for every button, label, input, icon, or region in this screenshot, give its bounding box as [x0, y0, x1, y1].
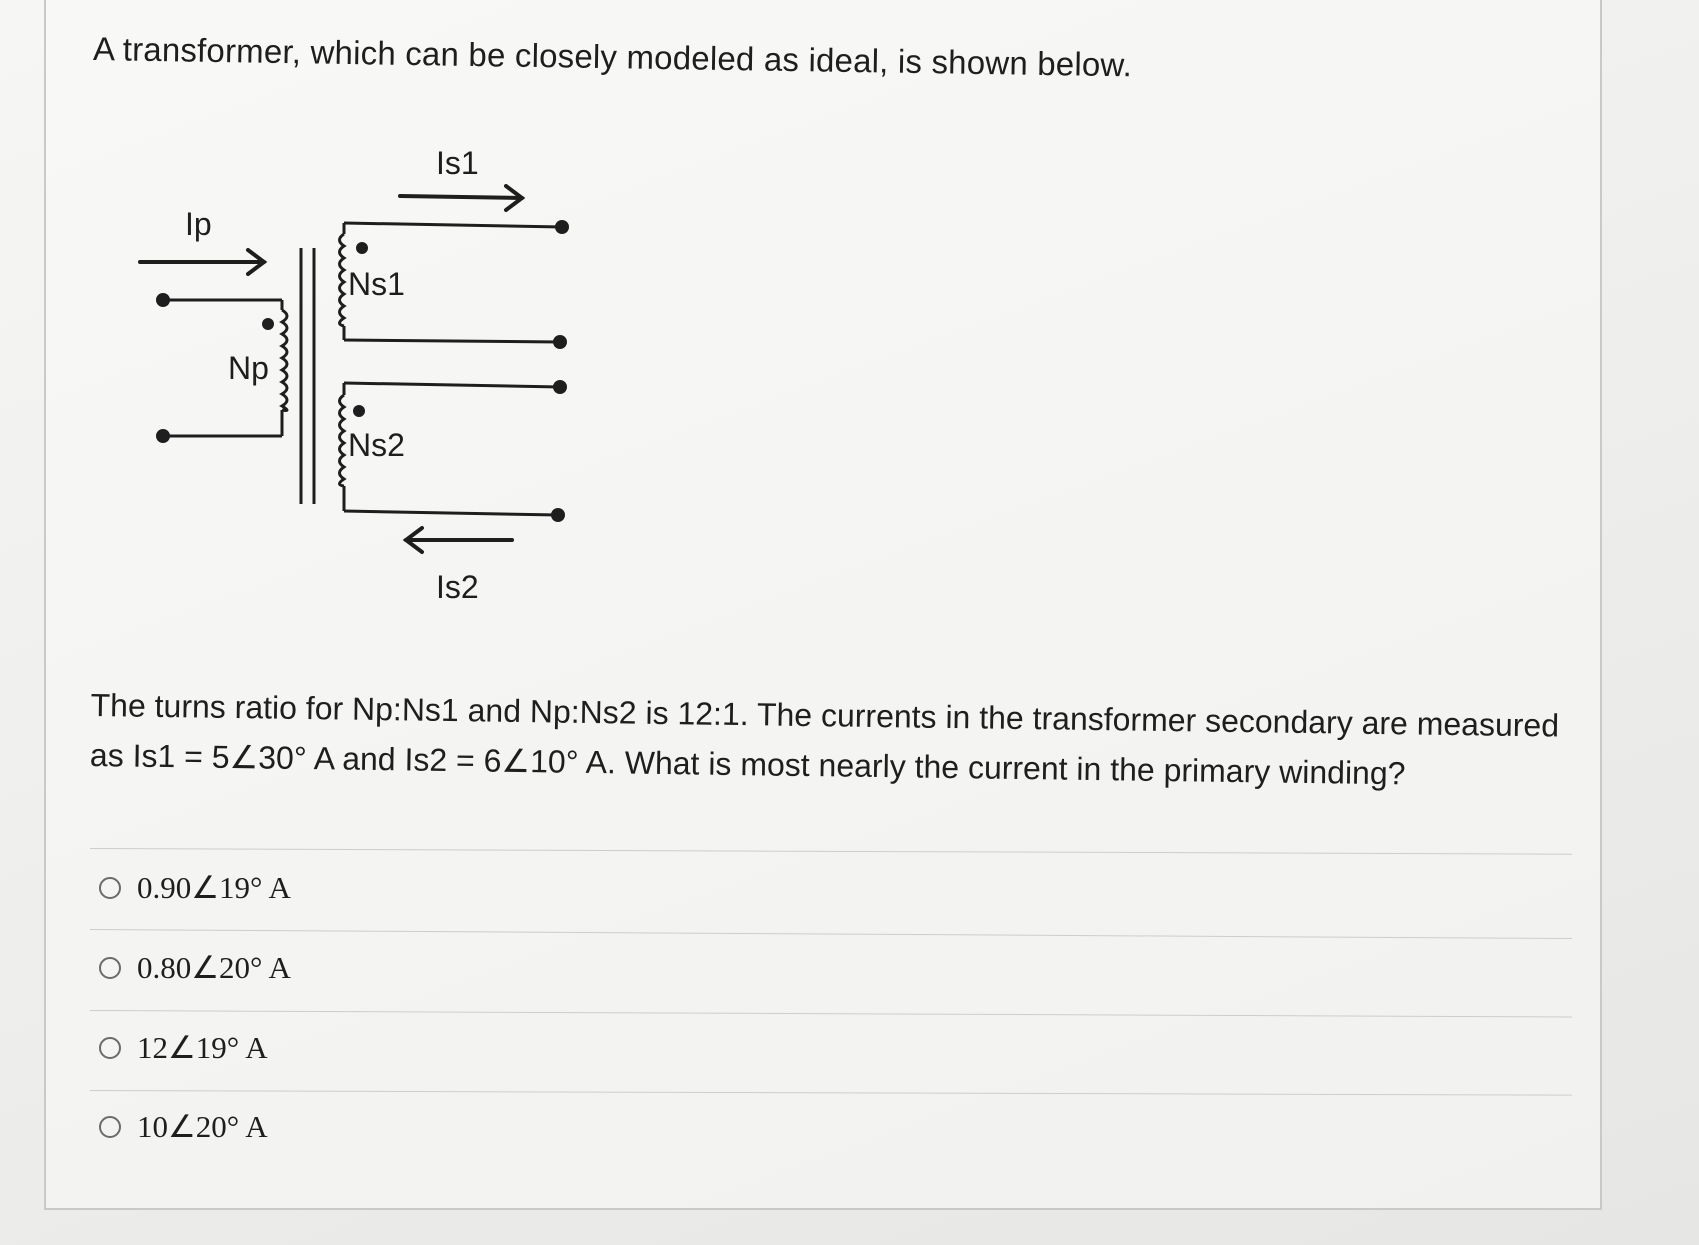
ns1-terminal-top [555, 220, 569, 234]
radio-button[interactable] [99, 1116, 121, 1138]
answer-option-2[interactable] [99, 950, 291, 986]
option-label: 0.80∠20° A [137, 950, 291, 985]
is2-arrow [406, 528, 512, 552]
primary-terminal-top [156, 293, 170, 307]
ns2-terminal-bottom [551, 508, 565, 522]
ns2-label: Ns2 [348, 427, 405, 463]
radio-button[interactable] [99, 877, 121, 899]
ns1-polarity-dot [356, 242, 368, 254]
primary-polarity-dot [262, 318, 274, 330]
primary-terminal-bottom [156, 429, 170, 443]
ns2-polarity-dot [353, 405, 365, 417]
transformer-core [301, 248, 314, 504]
np-label: Np [228, 350, 269, 386]
ns1-label: Ns1 [348, 266, 405, 302]
ip-arrow [140, 250, 264, 274]
option-label: 0.90∠19° A [137, 870, 291, 905]
radio-button[interactable] [99, 1037, 121, 1059]
option-label: 12∠19° A [137, 1030, 268, 1065]
radio-button[interactable] [99, 957, 121, 979]
transformer-diagram [130, 130, 630, 630]
ip-label: Ip [185, 206, 212, 242]
question-text: The turns ratio for Np:Ns1 and Np:Ns2 is 12:1. The currents in the transformer secondary are measured as Is1 = 5∠30° A and Is2 = 6∠10° A. What is most nearly the current in the primary winding? [89, 686, 1560, 792]
answer-option-3[interactable] [99, 1030, 268, 1066]
is1-arrow [400, 186, 522, 210]
question-intro: A transformer, which can be closely modeled as ideal, is shown below. [92, 30, 1133, 84]
ns1-terminal-bottom [553, 335, 567, 349]
option-label: 10∠20° A [137, 1109, 268, 1144]
is2-label: Is2 [436, 569, 479, 605]
is1-label: Is1 [436, 145, 479, 181]
ns2-terminal-top [553, 380, 567, 394]
answer-option-4[interactable] [99, 1109, 268, 1145]
answer-option-1[interactable] [99, 870, 291, 906]
